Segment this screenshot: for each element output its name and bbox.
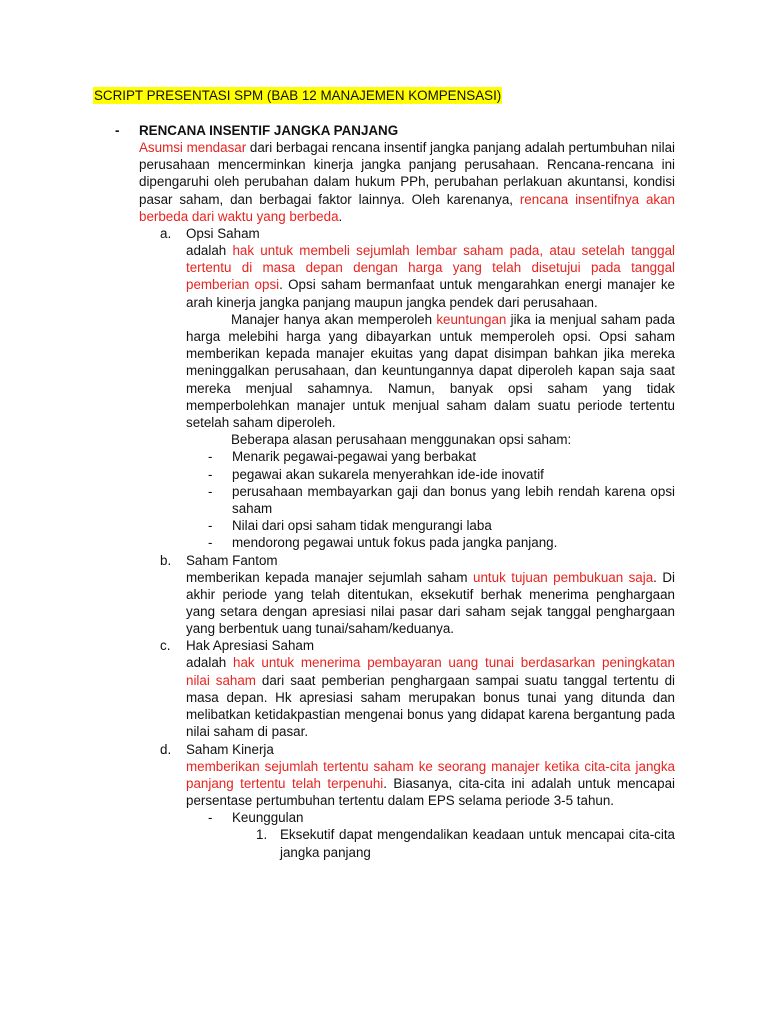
bullet-dash: - [208, 535, 213, 551]
document-title: SCRIPT PRESENTASI SPM (BAB 12 MANAJEMEN KOMPENSASI) [94, 88, 502, 103]
item-d-bullet-list [186, 809, 675, 826]
list-item [208, 466, 675, 483]
bullet-text: Keunggulan [232, 810, 304, 826]
bullet-text: mendorong pegawai untuk fokus pada jangka panjang. [232, 535, 558, 551]
item-a-title: Opsi Saham [186, 226, 260, 242]
item-b-highlight: untuk tujuan pembukuan saja [473, 569, 654, 585]
item-d-title: Saham Kinerja [186, 741, 274, 757]
item-a-heading [160, 225, 675, 242]
item-b-title: Saham Fantom [186, 552, 278, 568]
list-item [208, 809, 675, 826]
bullet-dash: - [208, 810, 213, 826]
bullet-text: perusahaan membayarkan gaji dan bonus yang lebih rendah karena opsi saham [232, 483, 675, 517]
item-b-text: memberikan kepada manajer sejumlah saham [186, 569, 474, 585]
item-d-text: . Biasanya, cita-cita ini adalah untuk mencapai persentase pertumbuhan tertentu dalam EPS selama periode 3-5 tahun. [186, 775, 675, 808]
item-hak-apresiasi-saham [160, 637, 675, 740]
item-d-paragraph [186, 758, 675, 810]
item-d-letter: d. [160, 741, 172, 757]
intro-highlight-2: rencana insentifnya akan berbeda dari waktu yang berbeda [139, 191, 675, 224]
item-c-highlight: hak untuk menerima pembayaran uang tunai berdasarkan peningkatan nilai saham [186, 655, 675, 688]
bullet-dash: - [208, 483, 213, 499]
item-a-p1-highlight: hak untuk membeli sejumlah lembar saham pada, atau setelah tanggal tertentu di masa depan dengan harga yang telah disetujui pada tanggal pemberian opsi [186, 243, 676, 293]
intro-text-1: dari berbagai rencana insentif jangka panjang adalah pertumbuhan nilai perusahaan mencerminkan kinerja jangka panjang perusahaan. Rencana-rencana ini dipengaruhi oleh perubahan dalam hukum PPh, perubahan perlakuan akuntansi, kondisi pasar saham, dan berbagai faktor lainnya. Oleh karenanya, [139, 140, 675, 207]
item-c-paragraph [186, 654, 675, 740]
bullet-dash: - [208, 518, 213, 534]
item-a-paragraph-3: Beberapa alasan perusahaan menggunakan opsi saham: [231, 432, 572, 448]
item-b-text-2: . Di akhir periode yang telah ditentukan, eksekutif berhak menerima penghargaan yang setara dengan apresiasi nilai pasar dari saham sejak tanggal penghargaan yang berbentuk uang tunai/saham/keduanya. [186, 569, 675, 637]
item-d-numbered-list [186, 826, 675, 860]
item-a-paragraph-1 [186, 242, 675, 311]
item-saham-kinerja [160, 741, 675, 861]
intro-text-2: . [338, 208, 343, 224]
item-saham-fantom [160, 552, 675, 638]
item-a-bullet-list [186, 448, 675, 551]
item-a-p2-text: Manajer hanya akan memperoleh [231, 311, 437, 327]
list-item [208, 483, 675, 517]
section-heading-text: RENCANA INSENTIF JANGKA PANJANG [139, 123, 399, 138]
item-opsi-saham [160, 225, 675, 552]
item-b-paragraph [186, 569, 675, 638]
number-label: 1. [256, 827, 268, 843]
section-heading [115, 122, 675, 139]
bullet-dash: - [208, 449, 213, 465]
bullet-text: pegawai akan sukarela menyerahkan ide-ide inovatif [232, 466, 544, 482]
item-a-p1-text: adalah [186, 243, 233, 259]
list-item [208, 448, 675, 465]
item-c-letter: c. [160, 638, 171, 654]
section-dash: - [115, 123, 120, 138]
item-a-p2-text-2: jika ia menjual saham pada harga melebihi harga yang dibayarkan untuk memperoleh opsi. Opsi saham memberikan kepada manajer ekuitas yang dapat disimpan bahkan jika mereka meninggalkan perusahaan, dan keuntungannya dapat diperoleh kapan saja saat mereka menjual sahamnya. Namun, banyak opsi saham yang tidak memperbolehkan manajer untuk menjual saham dalam suatu periode tertentu setelah saham diperoleh. [186, 311, 675, 431]
item-a-letter: a. [160, 226, 172, 242]
section-intro [115, 139, 675, 225]
bullet-dash: - [208, 466, 213, 482]
item-d-heading [160, 741, 675, 758]
list-item [208, 517, 675, 534]
list-item [208, 534, 675, 551]
item-c-heading [160, 637, 675, 654]
bullet-text: Nilai dari opsi saham tidak mengurangi laba [232, 518, 492, 534]
item-d-highlight: memberikan sejumlah tertentu saham ke seorang manajer ketika cita-cita jangka panjang tertentu telah terpenuhi [186, 758, 675, 791]
item-a-paragraph-2 [186, 311, 675, 431]
numbered-item [256, 826, 675, 860]
item-c-title: Hak Apresiasi Saham [186, 638, 315, 654]
item-c-text: adalah [186, 655, 233, 671]
item-c-text-2: dari saat pemberian penghargaan sampai suatu tanggal tertentu di masa depan. Hk apresiasi saham merupakan bonus tunai yang ditunda dan melibatkan ketidakpastian mengenai bonus yang didapat karena bergantung pada nilai saham di pasar. [186, 672, 676, 740]
item-b-letter: b. [160, 552, 172, 568]
section-long-term-incentive [115, 122, 675, 861]
numbered-text: Eksekutif dapat mengendalikan keadaan untuk mencapai cita-cita jangka panjang [280, 827, 675, 860]
bullet-text: Menarik pegawai-pegawai yang berbakat [232, 449, 477, 465]
intro-highlight-1: Asumsi mendasar [139, 140, 247, 155]
item-b-heading [160, 552, 675, 569]
item-a-p2-highlight: keuntungan [436, 311, 507, 327]
item-a-p1-text-2: . Opsi saham bermanfaat untuk mengarahkan energi manajer ke arah kinerja jangka panjang maupun jangka pendek dari perusahaan. [186, 277, 675, 310]
